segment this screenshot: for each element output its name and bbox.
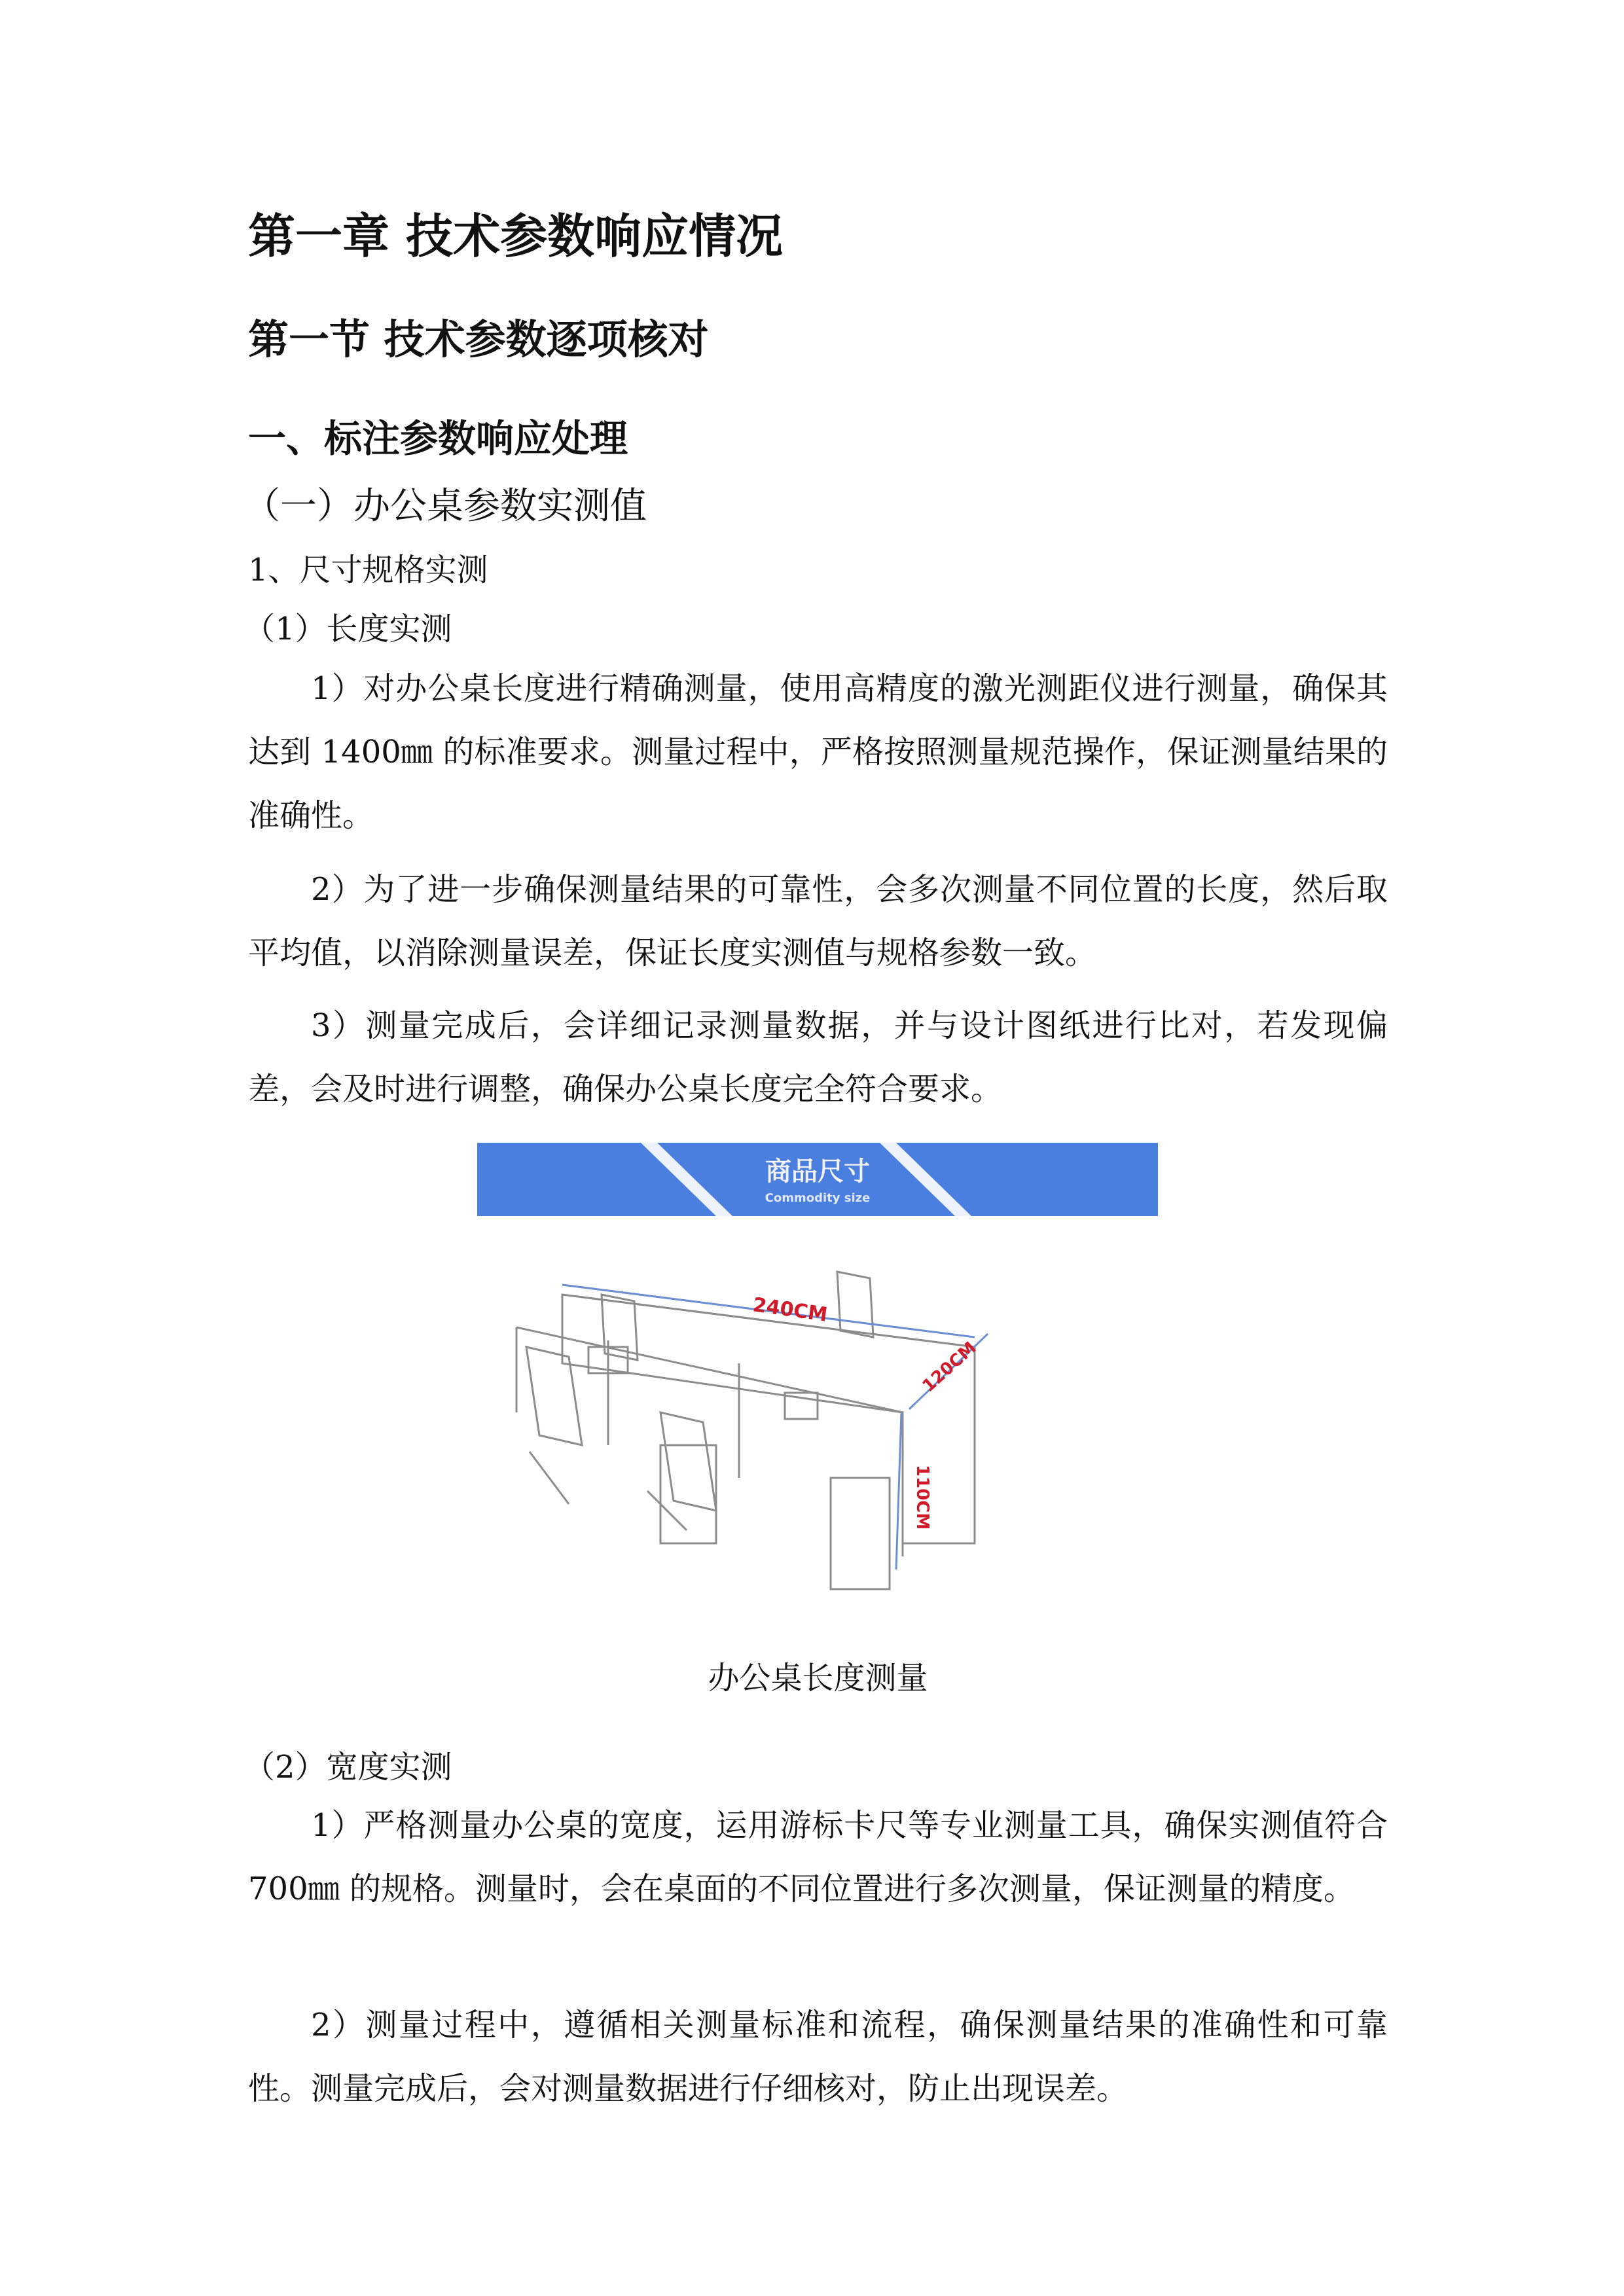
width-paragraph-2: 2）测量过程中，遵循相关测量标准和流程，确保测量结果的准确性和可靠性。测量完成后，会对测量数据进行仔细核对，防止出现误差。: [248, 2007, 1388, 2107]
width-title: （2）宽度实测: [244, 1749, 452, 1785]
length-paragraph-1: 1）对办公桌长度进行精确测量，使用高精度的激光测距仪进行测量，确保其达到 1400㎜ 的标准要求。测量过程中，严格按照测量规范操作，保证测量结果的准确性。: [248, 670, 1388, 834]
banner-title: 商品尺寸: [765, 1157, 870, 1187]
dim-height-label: 110CM: [912, 1465, 932, 1530]
dim-length-label: 240CM: [751, 1293, 829, 1327]
desk-dimension-figure: [477, 1138, 1158, 1596]
desk-dimension-image: [477, 1138, 1158, 1596]
chapter-title: 第一章 技术参数响应情况: [248, 209, 784, 264]
figure-caption: 办公桌长度测量: [708, 1660, 928, 1696]
sub-item-title: 1、尺寸规格实测: [248, 552, 488, 588]
section-title: 第一节 技术参数逐项核对: [248, 315, 709, 363]
subsection-title: 一、标注参数响应处理: [248, 416, 628, 461]
width-paragraph-1: 1）严格测量办公桌的宽度，运用游标卡尺等专业测量工具，确保实测值符合 700㎜ 的规格。测量时，会在桌面的不同位置进行多次测量，保证测量的精度。: [248, 1807, 1388, 1907]
dim-depth-label: 120CM: [918, 1338, 981, 1397]
item-title: （一）办公桌参数实测值: [244, 485, 647, 528]
length-title: （1）长度实测: [244, 611, 452, 647]
desk-sketch: [516, 1272, 975, 1589]
length-paragraph-3: 3）测量完成后，会详细记录测量数据，并与设计图纸进行比对，若发现偏差，会及时进行调整，确保办公桌长度完全符合要求。: [248, 1007, 1388, 1107]
length-paragraph-2: 2）为了进一步确保测量结果的可靠性，会多次测量不同位置的长度，然后取平均值，以消除测量误差，保证长度实测值与规格参数一致。: [248, 871, 1388, 971]
banner-subtitle: Commodity size: [765, 1191, 871, 1205]
